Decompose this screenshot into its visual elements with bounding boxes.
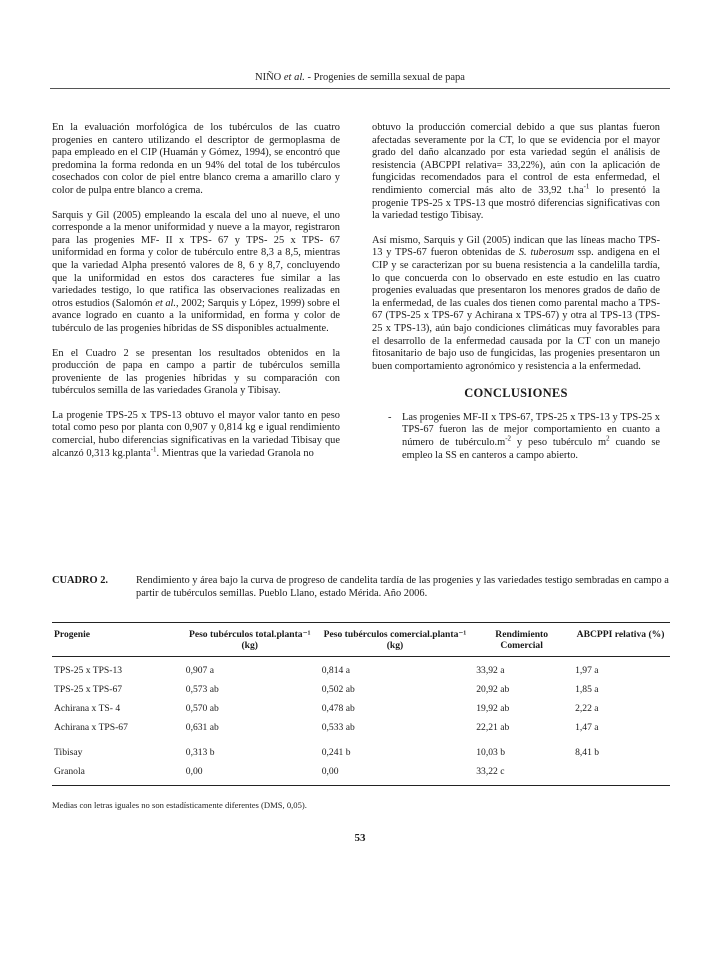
table-row [52, 718, 670, 737]
right-p1-part-a: obtuvo la producción comercial debido a que sus plantas fueron afectadas severamente por la CT, lo que se evidencia por el mayor grado del daño alcanzado por esta variedad según el análisis de resistencia (ABCPPI relativa= 33,22%), aún con la aplicación de fungicidas recomendados para el control de esta enfermedad, el rendimiento comercial más alto de 33,92 t.ha [372, 122, 660, 196]
right-p1-part-b: lo presentó la progenie TPS-25 x TPS-13 que mostró diferencias significativas con la variedad testigo Tibisay. [372, 184, 660, 222]
table-cell: 0,00 [321, 766, 339, 777]
table-cell: 0,502 ab [321, 684, 355, 695]
table-header-rendimiento: Rendimiento Comercial [472, 623, 571, 657]
right-p2-part-b: ssp. andigena en el CIP y se caracterizan por su buena resistencia a la candelilla tardía, lo que concuerda con lo observado en este estudio en las cuatro progenies evaluadas que presentaron los menores grados de daño de la enfermedad, de las cuales dos tienen como parental macho a TPS-67 (TPS-25 x TPS-67 y Achirana x TPS-67) y otra al TPS-13 (TPS-25 x TPS-13), aún bajo condiciones climáticas muy favorables para el desarrollo de la enfermedad causada por la CT con un manejo fitosanitario de bajo uso de fungicidas, las progenies presentaron un buen comportamiento agronómico y resistencia a la enfermedad. [372, 247, 660, 372]
header-title: - Progenies de semilla sexual de papa [304, 72, 465, 83]
conclusions-heading: CONCLUSIONES [464, 386, 568, 401]
right-p2-species: S. tuberosum [518, 247, 574, 259]
table-caption-text: Rendimiento y área bajo la curva de progreso de candelita tardía de las progenies y las variedades testigo sembradas en campo a partir de tubérculos semillas. Pueblo Llano, estado Mérida. Año 2006. [136, 575, 669, 599]
conclusion-superscript-1: -2 [505, 434, 512, 443]
table-cell: 0,313 b [185, 747, 215, 758]
table-cell: 1,47 a [575, 722, 599, 733]
conclusion-item [372, 412, 660, 462]
table-row [52, 657, 670, 681]
table-cell: 0,907 a [185, 665, 215, 676]
table-cell: 10,03 b [476, 747, 505, 758]
table-header-peso-total: Peso tubérculos total.planta⁻¹ (kg) [182, 623, 318, 657]
right-p2-part-a: Así mismo, Sarquis y Gil (2005) indican que las líneas macho TPS-13 y TPS-67 fueron obtenidas de [372, 234, 660, 259]
table-cell: 0,533 ab [321, 722, 355, 733]
left-p4-superscript: -1 [150, 445, 157, 454]
table-cell: 2,22 a [575, 703, 599, 714]
table-header-peso-comercial: Peso tubérculos comercial.planta⁻¹ (kg) [318, 623, 473, 657]
table-cell: 20,92 ab [476, 684, 510, 695]
table-caption [52, 574, 670, 600]
left-paragraph-3: En el Cuadro 2 se presentan los resultados obtenidos en la producción de papa en campo a partir de tubérculos semilla proveniente de las progenies híbridas y su comparación con tubérculos semilla de las variedades Granola y Tibisay. [52, 347, 340, 397]
right-column [372, 122, 660, 462]
table-header-abcppi: ABCPPI relativa (%) [571, 623, 670, 657]
table-row [52, 737, 670, 762]
table-header-row [52, 623, 670, 657]
table-row [52, 680, 670, 699]
left-p2-part-a: Sarquis y Gil (2005) empleando la escala del uno al nueve, el uno corresponde a la menor uniformidad y nueve a la mayor, registraron para las progenies MF- II x TPS- 67 y TPS- 25 x TPS- 67 uniformidad en forma y color de tubérculo entre 8,3 a 8,5, mientras que la variedad Alpha presentó valores de 8, 6 y 8,7, concluyendo que la uniformidad en estos dos caracteres fue similar a las variedades testigo, lo que ratifica las observaciones realizadas en otros estudios (Salomón [52, 209, 340, 309]
conclusion-superscript-2: 2 [606, 434, 610, 443]
header-author: NIÑO [255, 72, 282, 83]
table-cell: 33,92 a [476, 665, 505, 676]
left-p4-part-a: La progenie TPS-25 x TPS-13 obtuvo el mayor valor tanto en peso total como peso por planta con 0,907 y 0,814 kg e igual rendimiento comercial, hubo diferencias significativas en la variedad Tibisay que alcanzó 0,313 kg.planta [52, 409, 340, 459]
left-paragraph-2 [52, 210, 340, 336]
conclusion-part-a: Las progenies MF-II x TPS-67, TPS-25 x TPS-13 y TPS-25 x TPS-67 fueron las de mejor comportamiento en cuanto a número de tubérculo.m [402, 411, 660, 449]
right-paragraph-1 [372, 122, 660, 223]
left-column [52, 122, 340, 472]
table-cell: 19,92 ab [476, 703, 510, 714]
table-cell: 33,22 c [476, 766, 505, 777]
table-cell: 1,97 a [575, 665, 599, 676]
table-row [52, 699, 670, 718]
table-cell: Achirana x TS- 4 [54, 703, 121, 714]
left-paragraph-4 [52, 410, 340, 460]
left-p2-part-b: , 2002; Sarquis y López, 1999) sobre el avance logrado en cuanto a la uniformidad, en forma y color de tubérculo de las progenies híbridas de SS disponibles actualmente. [52, 297, 341, 334]
table-cell: 0,570 ab [185, 703, 219, 714]
table-cell: TPS-25 x TPS-13 [54, 665, 123, 676]
table-cell: 0,814 a [321, 665, 350, 676]
results-table [52, 622, 670, 786]
table-row [52, 762, 670, 785]
right-paragraph-2 [372, 235, 660, 374]
right-p1-superscript: -1 [583, 182, 590, 191]
header-etal: et al. [283, 72, 305, 83]
table-footnote: Medias con letras iguales no son estadísticamente diferentes (DMS, 0,05). [52, 800, 307, 810]
page-number: 53 [354, 832, 366, 844]
running-head [50, 72, 670, 89]
table-cell: Achirana x TPS-67 [54, 722, 128, 733]
table-cell: 8,41 b [575, 747, 600, 758]
table-cell [571, 762, 670, 785]
conclusion-part-b: y peso tubérculo m [511, 437, 607, 449]
table-cell: 0,00 [185, 766, 203, 777]
table-cell: 0,573 ab [185, 684, 219, 695]
table-cell: 0,478 ab [321, 703, 355, 714]
left-paragraph-1: En la evaluación morfológica de los tubérculos de las cuatro progenies en cantero utilizando el descriptor de germoplasma de papa empleado en el CIP (Huamán y Gómez, 1994), se encontró que predomina la forma redonda en un 94% del total de los tubérculos cosechados con color de piel entre blanco crema a amarillo claro y color de pulpa entre blanco a crema. [52, 122, 340, 196]
table-header-progenie: Progenie [52, 623, 182, 657]
left-p2-etal: et al. [155, 297, 177, 309]
table-cell: 0,241 b [321, 747, 351, 758]
bullet-dash: - [388, 411, 392, 423]
table-caption-label: CUADRO 2. [52, 575, 108, 586]
conclusion-part-c: cuando se empleo la SS en canteros a campo abierto. [402, 437, 661, 461]
table-cell: 22,21 ab [476, 722, 510, 733]
table-cell: 0,631 ab [185, 722, 219, 733]
left-p4-part-b: . Mientras que la variedad Granola no [156, 447, 314, 459]
table-cell: Granola [54, 766, 85, 777]
table-cell: 1,85 a [575, 684, 599, 695]
conclusion-text [402, 412, 660, 462]
table-cell: Tibisay [54, 747, 83, 758]
table-cell: TPS-25 x TPS-67 [54, 684, 123, 695]
